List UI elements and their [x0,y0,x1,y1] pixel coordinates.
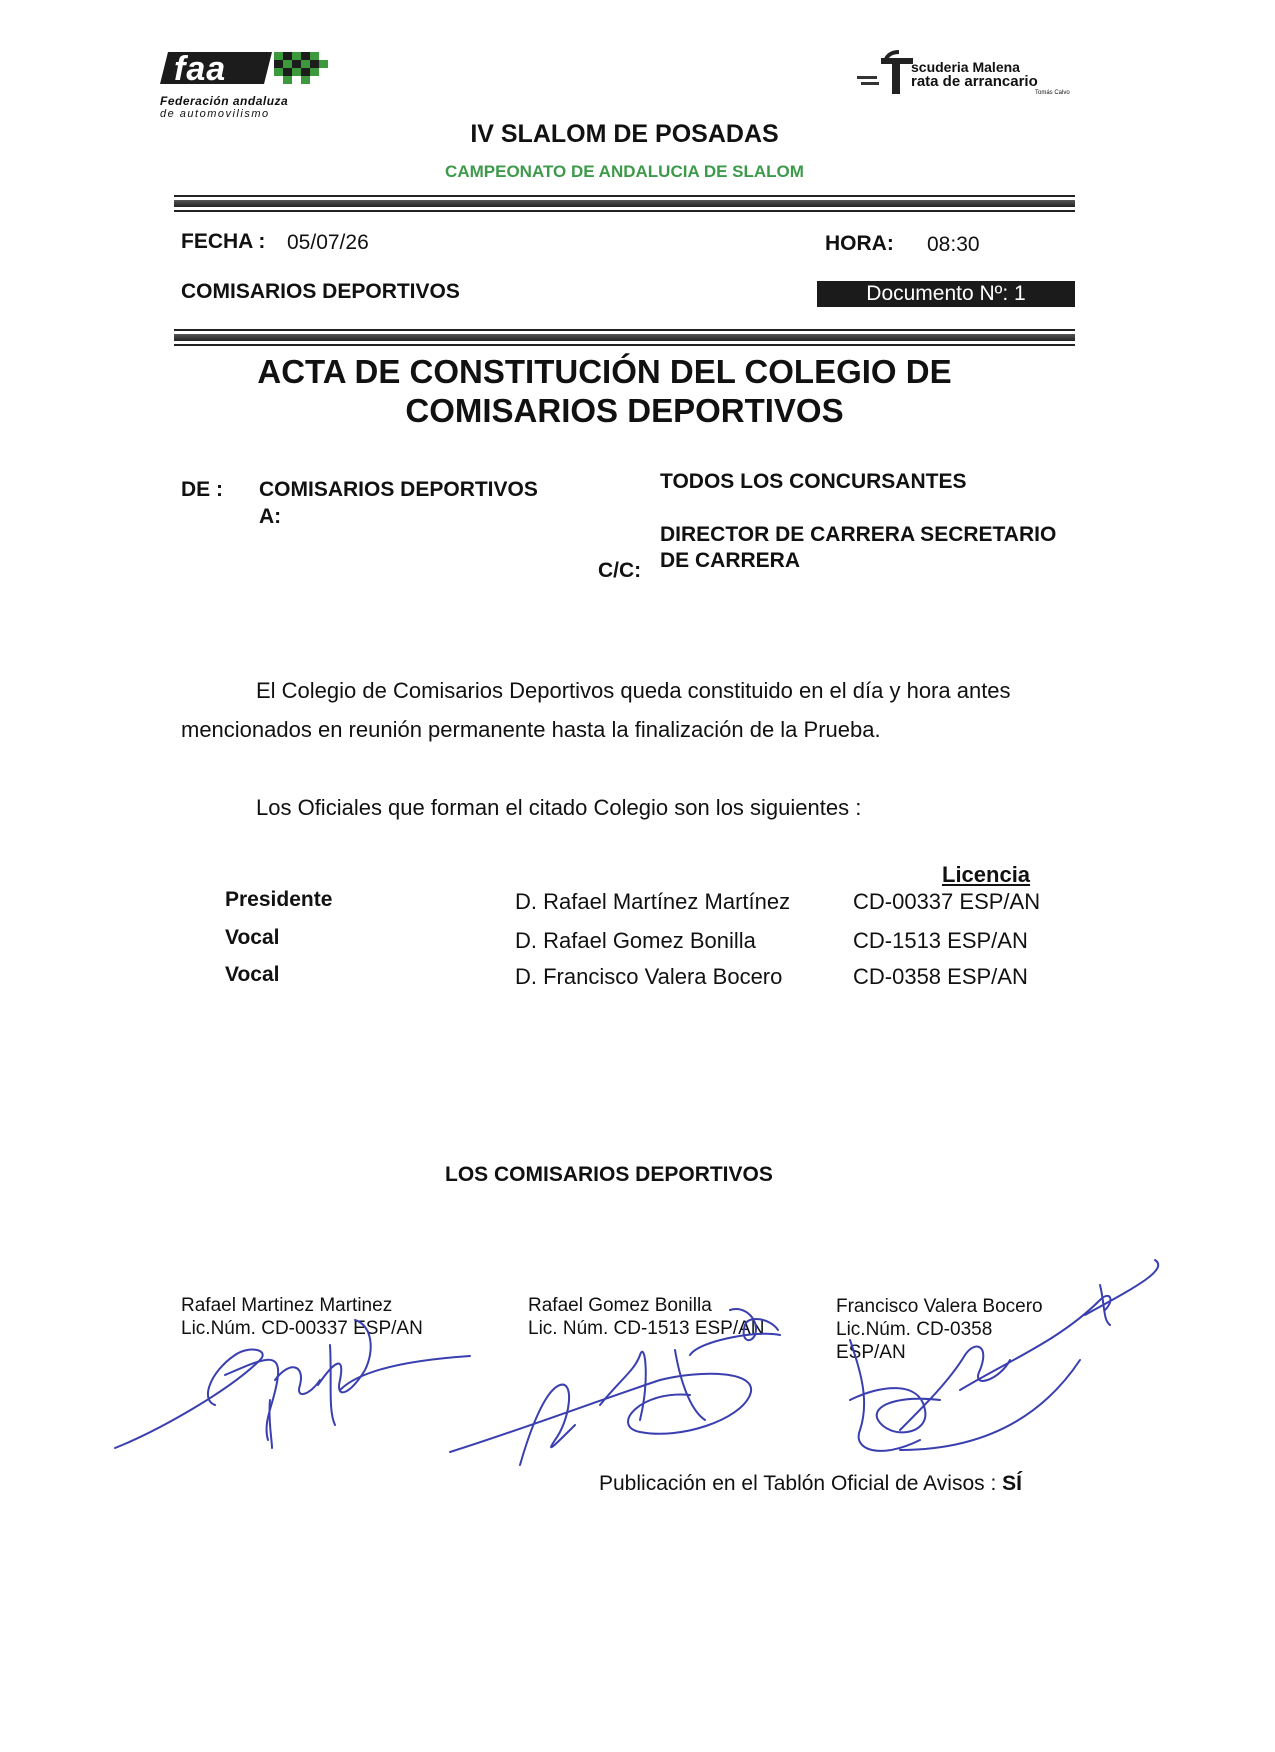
signatory-licence: Lic.Núm. CD-0358 [836,1319,993,1340]
official-licence: CD-00337 ESP/AN [853,889,1041,914]
faa-logo-line2: de automovilismo [160,108,270,120]
middle-divider [174,329,1075,346]
championship-subtitle: CAMPEONATO DE ANDALUCIA DE SLALOM [445,162,804,181]
body-paragraph-1-line2: mencionados en reunión permanente hasta la finalización de la Prueba. [181,717,881,742]
signatory-name: Rafael Gomez Bonilla [528,1295,712,1316]
de-value: COMISARIOS DEPORTIVOS [259,478,538,501]
official-licence: CD-0358 ESP/AN [853,964,1028,989]
licence-column-header: Licencia [942,862,1031,887]
publication-value: SÍ [1002,1472,1022,1495]
a-label: A: [259,505,282,528]
official-role: Vocal [225,926,280,949]
escuderia-logo-small: Tomás Calvo [1035,90,1070,96]
top-divider [174,195,1075,212]
de-label: DE : [181,478,223,501]
faa-logo-line1: Federación andaluza [160,94,289,108]
publication-notice [599,1472,1022,1496]
body-paragraph-1-line1: El Colegio de Comisarios Deportivos queda constituido en el día y hora antes [256,678,1011,703]
official-role: Vocal [225,963,280,986]
document-title-line2: COMISARIOS DEPORTIVOS [405,392,844,429]
signatory-name: Francisco Valera Bocero [836,1296,1043,1317]
escuderia-logo-mark-icon [855,50,915,96]
publication-label: Publicación en el Tablón Oficial de Avisos : [599,1472,997,1495]
fecha-label: FECHA : [181,230,266,253]
signature-block [836,1295,1096,1364]
official-name: D. Rafael Gomez Bonilla [515,928,756,953]
fecha-value: 05/07/26 [287,231,369,254]
official-name: D. Francisco Valera Bocero [515,964,783,989]
body-paragraph-2: Los Oficiales que forman el citado Colegio son los siguientes : [256,795,862,820]
signatory-licence-cont: ESP/AN [836,1342,906,1363]
issuer-label: COMISARIOS DEPORTIVOS [181,280,460,303]
faa-logo-mark-icon [160,48,330,88]
official-licence: CD-1513 ESP/AN [853,928,1028,953]
hora-value: 08:30 [927,233,980,256]
hora-label: HORA: [825,232,894,255]
cc-line2: DE CARRERA [660,549,801,572]
document-title-line1: ACTA DE CONSTITUCIÓN DEL COLEGIO DE [257,353,952,390]
official-role: Presidente [225,888,333,911]
cc-line1: DIRECTOR DE CARRERA SECRETARIO [660,523,1057,546]
document-number-badge: Documento Nº: 1 [817,281,1075,307]
signatory-licence: Lic. Núm. CD-1513 ESP/AN [528,1318,765,1339]
official-name: D. Rafael Martínez Martínez [515,889,791,914]
signatures-heading: LOS COMISARIOS DEPORTIVOS [445,1163,773,1186]
escuderia-logo-line1: scuderia Malena [911,59,1020,75]
signature-block [181,1294,481,1340]
svg-text:faa: faa [174,50,227,88]
signatory-name: Rafael Martinez Martinez [181,1295,393,1316]
signatory-licence: Lic.Núm. CD-00337 ESP/AN [181,1318,423,1339]
cc-label: C/C: [598,559,642,582]
faa-logo [160,48,330,120]
escuderia-logo [855,50,1085,98]
event-title: IV SLALOM DE POSADAS [470,120,779,148]
escuderia-logo-line2: rata de arrancario [911,73,1038,90]
signature-block [528,1294,818,1340]
a-value: TODOS LOS CONCURSANTES [660,470,967,493]
